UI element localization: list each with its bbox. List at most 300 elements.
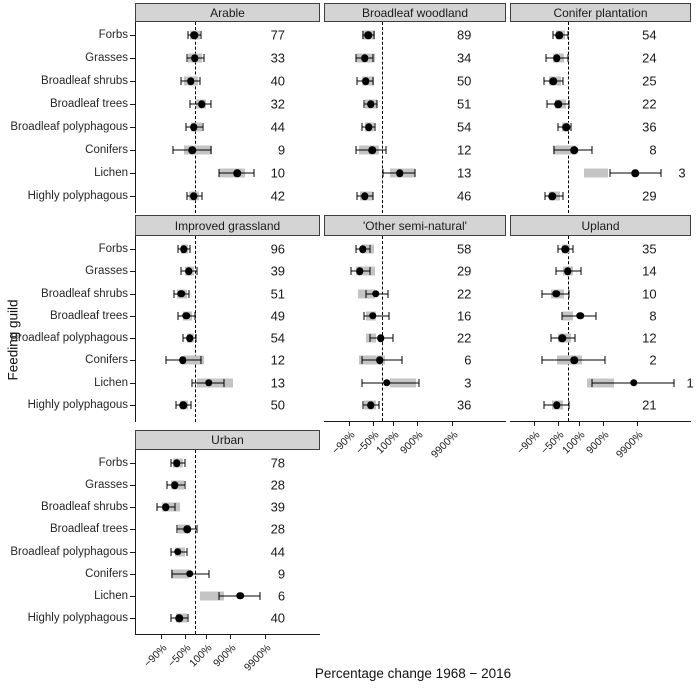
count-label: 6 — [464, 352, 472, 368]
data-point — [553, 290, 561, 298]
data-point — [234, 169, 242, 177]
data-point — [183, 312, 191, 320]
facet-panel-arable — [10, 22, 320, 213]
error-bar-cap-high — [196, 334, 197, 342]
error-bar-cap-high — [592, 146, 593, 154]
x-tick-label: 900% — [211, 642, 239, 670]
error-bar-cap-low — [553, 31, 554, 39]
error-bar-cap-low — [562, 312, 563, 320]
x-axis-tick — [230, 634, 231, 639]
y-axis-tick — [130, 35, 137, 36]
error-bar-cap-high — [374, 31, 375, 39]
guild-label: Lichen — [94, 589, 128, 602]
guild-label: Broadleaf polyphagous — [10, 545, 128, 558]
facet-panel-broadleaf-woodland — [324, 22, 506, 213]
guild-row — [324, 94, 506, 114]
y-axis-tick — [130, 529, 137, 530]
data-point — [376, 357, 384, 365]
count-label: 13 — [456, 165, 472, 181]
count-label: 51 — [270, 286, 286, 302]
x-axis-tick — [417, 421, 418, 426]
data-point — [173, 459, 181, 467]
error-bar-cap-high — [259, 592, 260, 600]
error-bar-cap-high — [204, 54, 205, 62]
guild-row — [324, 328, 506, 348]
data-point — [553, 401, 561, 409]
guild-label: Broadleaf trees — [50, 523, 128, 536]
guild-row — [324, 117, 506, 137]
error-bar-cap-high — [200, 356, 201, 364]
error-bar-cap-high — [388, 312, 389, 320]
data-point — [630, 379, 638, 387]
error-bar-cap-high — [369, 245, 370, 253]
error-bar-cap-low — [544, 192, 545, 200]
guild-row — [324, 395, 506, 415]
guild-label: Conifers — [85, 144, 128, 156]
guild-label: Lichen — [94, 376, 128, 389]
error-bar-cap-high — [581, 267, 582, 275]
error-bar-cap-high — [197, 525, 198, 533]
guild-label: Highly polyphagous — [27, 612, 128, 624]
y-axis-tick — [130, 249, 137, 250]
error-bar-cap-low — [165, 356, 166, 364]
guild-row — [510, 94, 691, 114]
guild-label: Broadleaf polyphagous — [10, 332, 128, 345]
error-bar-cap-high — [199, 77, 200, 85]
count-label: 35 — [642, 241, 657, 257]
x-axis-tick — [393, 421, 394, 426]
count-label: 29 — [456, 263, 472, 279]
data-point — [548, 192, 556, 200]
y-axis-tick — [130, 196, 137, 197]
y-axis-tick — [130, 485, 137, 486]
data-point — [236, 592, 244, 600]
y-axis-tick — [130, 104, 137, 105]
y-axis-tick — [130, 127, 137, 128]
data-point — [185, 268, 193, 276]
guild-row — [136, 186, 320, 206]
count-label: 78 — [270, 455, 286, 471]
guild-row — [510, 25, 691, 45]
count-label: 3 — [678, 165, 686, 181]
error-bar-cap-low — [365, 290, 366, 298]
error-bar-cap-high — [414, 169, 415, 177]
error-bar-cap-low — [361, 356, 362, 364]
facet-panel-upland — [510, 236, 694, 461]
error-bar-cap-low — [178, 312, 179, 320]
count-label: 49 — [270, 308, 286, 324]
guild-row — [136, 48, 320, 68]
error-bar-cap-high — [567, 31, 568, 39]
guild-row — [136, 395, 320, 415]
guild-row — [324, 186, 506, 206]
count-label: 13 — [270, 375, 286, 391]
guild-row — [324, 163, 506, 183]
guild-row — [136, 328, 320, 348]
count-label: 32 — [270, 96, 286, 112]
count-label: 8 — [649, 142, 657, 158]
x-axis-tick — [558, 421, 559, 426]
guild-row — [136, 586, 320, 606]
error-bar-cap-high — [377, 100, 378, 108]
y-axis-tick — [130, 294, 137, 295]
error-bar-cap-low — [171, 548, 172, 556]
error-bar-cap-high — [570, 123, 571, 131]
data-point — [179, 357, 187, 365]
data-point — [188, 146, 196, 154]
data-point — [377, 334, 385, 342]
guild-row — [510, 350, 691, 370]
guild-row — [510, 306, 691, 326]
count-label: 1 — [686, 375, 694, 391]
y-axis-tick — [130, 58, 137, 59]
error-bar-cap-high — [387, 290, 388, 298]
error-bar-cap-low — [180, 267, 181, 275]
count-label: 33 — [270, 50, 286, 66]
count-label: 8 — [649, 308, 657, 324]
error-bar-cap-low — [553, 146, 554, 154]
data-point — [191, 54, 199, 62]
error-bar-cap-high — [210, 100, 211, 108]
count-label: 25 — [642, 73, 657, 89]
error-bar-cap-high — [184, 481, 185, 489]
count-label: 44 — [270, 119, 286, 135]
error-bar-cap-low — [546, 54, 547, 62]
error-bar-cap-high — [418, 379, 419, 387]
guild-label: Broadleaf shrubs — [41, 75, 128, 87]
data-point — [186, 334, 194, 342]
count-label: 50 — [270, 397, 286, 413]
guild-row — [324, 284, 506, 304]
facet-strip-urban: Urban — [135, 430, 320, 450]
error-bar-cap-low — [362, 401, 363, 409]
facet-strip-conifer-plantation: Conifer plantation — [510, 3, 691, 22]
error-bar-cap-high — [211, 146, 212, 154]
x-tick-label: 9900% — [613, 429, 646, 461]
error-bar-cap-high — [374, 123, 375, 131]
data-point — [367, 401, 375, 409]
count-label: 89 — [456, 27, 472, 43]
guild-label: Broadleaf trees — [50, 98, 128, 110]
y-axis-tick — [130, 150, 137, 151]
uncertainty-band — [584, 169, 609, 178]
error-bar-cap-high — [203, 123, 204, 131]
guild-row — [510, 71, 691, 91]
x-axis-tick — [579, 421, 580, 426]
error-bar-cap-low — [219, 592, 220, 600]
count-label: 10 — [642, 286, 657, 302]
error-bar-cap-low — [609, 169, 610, 177]
error-bar-cap-low — [362, 123, 363, 131]
y-axis-tick — [130, 552, 137, 553]
guild-row — [510, 140, 691, 160]
facet-panel-urban — [10, 450, 320, 674]
count-label: 50 — [456, 73, 472, 89]
error-bar-cap-low — [357, 77, 358, 85]
error-bar-cap-low — [543, 401, 544, 409]
count-label: 44 — [270, 544, 286, 560]
error-bar-cap-high — [194, 312, 195, 320]
data-point — [179, 401, 187, 409]
data-point — [570, 357, 578, 365]
error-bar-cap-high — [373, 77, 374, 85]
count-label: 40 — [270, 610, 286, 626]
error-bar-cap-high — [575, 334, 576, 342]
error-bar-cap-high — [190, 245, 191, 253]
data-point — [562, 123, 570, 131]
guild-row — [324, 306, 506, 326]
data-point — [549, 77, 557, 85]
guild-row — [136, 497, 320, 517]
data-point — [356, 268, 364, 276]
guild-label: Broadleaf polyphagous — [10, 121, 128, 133]
data-point — [186, 570, 194, 578]
y-axis-tick — [130, 383, 137, 384]
guild-row — [136, 453, 320, 473]
count-label: 36 — [642, 119, 657, 135]
error-bar-cap-high — [174, 503, 175, 511]
x-axis-tick — [534, 421, 535, 426]
error-bar-cap-high — [563, 192, 564, 200]
guild-row — [136, 140, 320, 160]
error-bar-cap-high — [596, 312, 597, 320]
data-point — [383, 379, 391, 387]
data-point — [361, 192, 369, 200]
count-label: 54 — [456, 119, 472, 135]
data-point — [564, 268, 572, 276]
error-bar-cap-low — [178, 245, 179, 253]
error-bar-cap-low — [176, 525, 177, 533]
error-bar-cap-low — [556, 267, 557, 275]
error-bar-cap-high — [201, 31, 202, 39]
error-bar-cap-low — [363, 312, 364, 320]
count-label: 39 — [270, 263, 286, 279]
count-label: 3 — [464, 375, 472, 391]
error-bar-cap-low — [187, 31, 188, 39]
guild-row — [136, 239, 320, 259]
error-bar-cap-low — [176, 401, 177, 409]
error-bar-cap-high — [223, 379, 224, 387]
guild-row — [324, 373, 506, 393]
count-label: 6 — [277, 588, 286, 604]
error-bar-cap-low — [182, 334, 183, 342]
error-bar-cap-high — [568, 290, 569, 298]
data-point — [631, 169, 639, 177]
error-bar-cap-high — [197, 267, 198, 275]
guild-row — [324, 261, 506, 281]
error-bar — [364, 315, 389, 316]
y-axis-tick — [130, 316, 137, 317]
error-bar-cap-low — [356, 146, 357, 154]
guild-label: Broadleaf trees — [50, 309, 128, 322]
data-point — [556, 31, 564, 39]
y-axis-tick — [130, 405, 137, 406]
count-label: 9 — [277, 142, 286, 158]
count-label: 28 — [270, 521, 286, 537]
count-label: 42 — [270, 188, 286, 204]
error-bar-cap-high — [372, 192, 373, 200]
guild-row — [510, 163, 691, 183]
count-label: 39 — [270, 499, 286, 515]
x-axis-tick — [265, 634, 266, 639]
count-label: 34 — [456, 50, 472, 66]
error-bar-cap-high — [661, 169, 662, 177]
guild-row — [136, 608, 320, 628]
error-bar-cap-high — [572, 245, 573, 253]
count-label: 40 — [270, 73, 286, 89]
error-bar-cap-high — [188, 614, 189, 622]
error-bar-cap-high — [202, 192, 203, 200]
x-tick-label: 9900% — [428, 429, 461, 461]
x-tick-label: −90% — [329, 429, 358, 457]
data-point — [190, 31, 198, 39]
data-point — [364, 31, 372, 39]
error-bar-cap-low — [157, 503, 158, 511]
y-axis-tick — [130, 360, 137, 361]
count-label: 21 — [642, 397, 657, 413]
error-bar-cap-high — [568, 401, 569, 409]
guild-label: Grasses — [85, 265, 128, 278]
x-axis-tick — [185, 634, 186, 639]
guild-row — [136, 71, 320, 91]
count-label: 54 — [270, 330, 286, 346]
data-point — [162, 504, 170, 512]
data-point — [205, 379, 213, 387]
error-bar-cap-low — [551, 334, 552, 342]
guild-row — [324, 140, 506, 160]
facet-strip-arable: Arable — [135, 3, 320, 22]
facet-panel-other-semi-natural — [324, 236, 506, 461]
error-bar-cap-low — [351, 267, 352, 275]
error-bar-cap-low — [171, 614, 172, 622]
x-axis-tick — [349, 421, 350, 426]
data-point — [396, 169, 404, 177]
error-bar-cap-low — [186, 123, 187, 131]
y-axis-tick — [130, 507, 137, 508]
error-bar-cap-high — [369, 267, 370, 275]
count-label: 22 — [456, 286, 472, 302]
error-bar-cap-low — [219, 169, 220, 177]
error-bar-cap-low — [364, 100, 365, 108]
count-label: 16 — [456, 308, 472, 324]
guild-row — [136, 261, 320, 281]
count-label: 12 — [456, 142, 472, 158]
error-bar-cap-high — [568, 100, 569, 108]
count-label: 9 — [277, 566, 286, 582]
data-point — [367, 100, 375, 108]
data-point — [576, 312, 584, 320]
facet-strip-improved-grassland: Improved grassland — [135, 215, 320, 236]
guild-row — [136, 475, 320, 495]
count-label: 28 — [270, 477, 286, 493]
guild-row — [510, 395, 691, 415]
error-bar-cap-low — [546, 100, 547, 108]
guild-row — [510, 261, 691, 281]
error-bar-cap-high — [190, 401, 191, 409]
count-label: 58 — [456, 241, 472, 257]
count-label: 96 — [270, 241, 286, 257]
guild-row — [136, 117, 320, 137]
error-bar-cap-low — [356, 54, 357, 62]
data-point — [562, 245, 570, 253]
error-bar-cap-low — [192, 379, 193, 387]
count-label: 14 — [642, 263, 657, 279]
guild-label: Forbs — [98, 243, 128, 255]
guild-label: Grasses — [85, 52, 128, 64]
guild-label: Lichen — [94, 167, 128, 179]
error-bar-cap-low — [543, 77, 544, 85]
error-bar-cap-low — [542, 356, 543, 364]
count-label: 29 — [642, 188, 657, 204]
guild-row — [324, 71, 506, 91]
guild-row — [136, 350, 320, 370]
error-bar-cap-high — [254, 169, 255, 177]
facet-strip-broadleaf-woodland: Broadleaf woodland — [324, 3, 506, 22]
guild-label: Broadleaf shrubs — [41, 287, 128, 300]
error-bar-cap-high — [184, 459, 185, 467]
error-bar-cap-low — [558, 123, 559, 131]
guild-row — [136, 519, 320, 539]
data-point — [174, 548, 182, 556]
guild-row — [510, 328, 691, 348]
guild-row — [136, 163, 320, 183]
y-axis-tick — [130, 338, 137, 339]
error-bar-cap-high — [187, 548, 188, 556]
count-label: 36 — [456, 397, 472, 413]
error-bar-cap-low — [542, 290, 543, 298]
count-label: 2 — [649, 352, 657, 368]
guild-row — [510, 284, 691, 304]
count-label: 22 — [642, 96, 657, 112]
error-bar-cap-low — [356, 245, 357, 253]
error-bar-cap-high — [373, 54, 374, 62]
error-bar-cap-high — [188, 290, 189, 298]
error-bar-cap-low — [186, 192, 187, 200]
guild-row — [136, 373, 320, 393]
x-tick-label: −50% — [539, 429, 567, 457]
guild-label: Highly polyphagous — [27, 190, 128, 202]
guild-row — [324, 25, 506, 45]
data-point — [570, 146, 578, 154]
error-bar-cap-low — [190, 100, 191, 108]
y-axis-tick — [130, 463, 137, 464]
x-tick-label: 100% — [374, 429, 402, 457]
error-bar-cap-low — [558, 245, 559, 253]
guild-label: Grasses — [85, 479, 128, 492]
error-bar-cap-low — [382, 169, 383, 177]
guild-row — [510, 117, 691, 137]
count-label: 22 — [456, 330, 472, 346]
facet-strip-upland: Upland — [510, 215, 691, 236]
error-bar-cap-low — [361, 379, 362, 387]
count-label: 54 — [642, 27, 657, 43]
data-point — [361, 54, 369, 62]
data-point — [190, 123, 198, 131]
guild-row — [510, 186, 691, 206]
x-tick-label: −90% — [141, 642, 170, 670]
y-axis-title: Feeding guild — [5, 299, 21, 381]
error-bar-cap-high — [563, 77, 564, 85]
guild-row — [510, 48, 691, 68]
x-tick-label: 100% — [187, 642, 215, 670]
y-axis-tick — [130, 173, 137, 174]
y-axis-tick — [130, 81, 137, 82]
guild-label: Broadleaf shrubs — [41, 501, 128, 514]
guild-label: Conifers — [85, 354, 128, 367]
error-bar-cap-low — [170, 459, 171, 467]
count-label: 51 — [456, 96, 472, 112]
guild-label: Forbs — [98, 29, 128, 41]
